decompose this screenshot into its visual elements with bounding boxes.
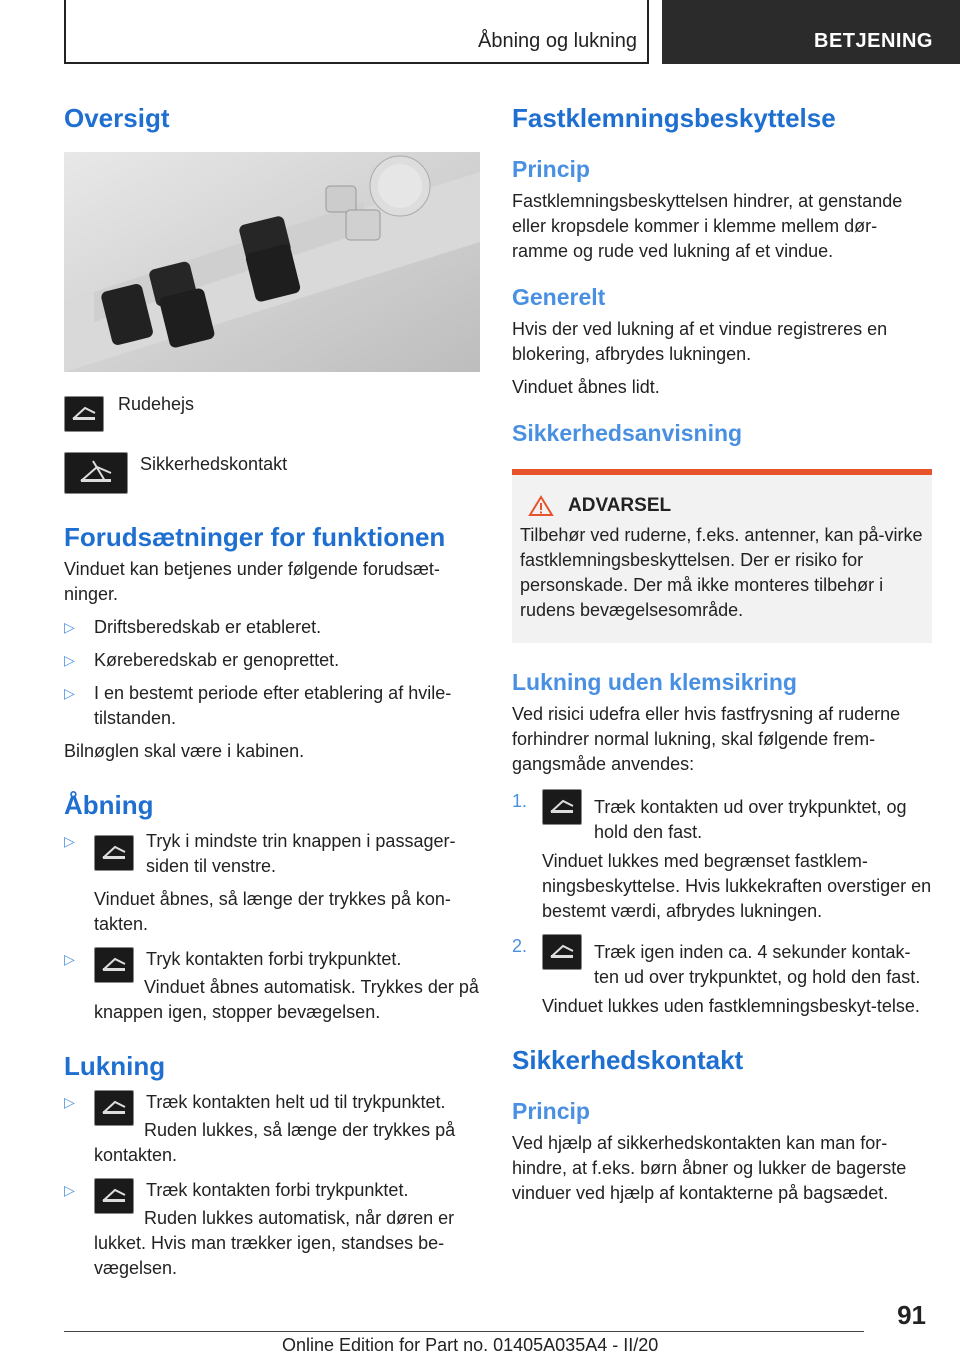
step-subtext: Vinduet lukkes med begrænset fastklem-ningsbeskyttelse. Hvis lukkekraften overstiger en bestemt værdi, afbrydes lukningen. [542,851,932,921]
window-button-icon [94,1090,134,1126]
list-item [64,615,484,640]
paragraph: Ved hjælp af sikkerhedskontakten kan man for-hindre, at f.eks. børn åbner og lukker de bagerste vinduer ved hjælp af kontakterne på bagsædet. [512,1133,907,1203]
safety-switch-icon [64,452,128,494]
window-button-icon [542,934,582,970]
paragraph: Fastklemningsbeskyttelsen hindrer, at genstande eller kropsdele kommer i klemme mellem dør-ramme og rude ved lukning af et vindue. [512,191,903,261]
heading-oversigt: Oversigt [64,103,170,133]
list-item [64,947,484,1025]
heading-lukning: Lukning [64,1051,166,1081]
list-item-subtext: Ruden lukkes automatisk, når døren er lukket. Hvis man trækker igen, standses be-vægelsen. [94,1208,455,1278]
heading-sikkerhedskontakt: Sikkerhedskontakt [512,1045,744,1075]
step-text: Træk igen inden ca. 4 sekunder kontak-ten ud over trykpunktet, og hold den fast. [594,942,921,987]
list-item-text: Tryk kontakten forbi trykpunktet. [146,949,402,969]
footer-edition: Online Edition for Part no. 01405A035A4 - II/20 [282,1335,659,1355]
list-item [64,681,484,731]
heading-forudsaetninger: Forudsætninger for funktionen [64,522,446,552]
heading-princip: Princip [512,156,590,182]
window-button-icon [542,789,582,825]
legend-label: Rudehejs [118,394,195,414]
triangle-bullet-icon: ▷ [64,652,75,668]
window-button-icon [94,1178,134,1214]
warning-triangle-icon [528,495,554,517]
triangle-bullet-icon: ▷ [64,1094,75,1110]
legend-label: Sikkerhedskontakt [140,454,288,474]
paragraph: Vinduet åbnes lidt. [512,377,660,397]
heading-princip-2: Princip [512,1098,590,1124]
triangle-bullet-icon: ▷ [64,951,75,967]
heading-lukning-uden: Lukning uden klemsikring [512,669,797,695]
list-item [64,829,484,937]
window-switch-photo-icon [64,152,480,372]
footer-divider [64,1331,864,1332]
warning-box [512,469,932,643]
paragraph: Bilnøglen skal være i kabinen. [64,741,305,761]
step-text: Træk kontakten ud over trykpunktet, og hold den fast. [594,797,907,842]
paragraph: Hvis der ved lukning af et vindue registreres en blokering, afbrydes lukningen. [512,319,888,364]
heading-fastklemning: Fastklemningsbeskyttelse [512,103,836,133]
paragraph: Ved risici udefra eller hvis fastfrysning af ruderne forhindrer normal lukning, skal følgende frem-gangsmåde anvendes: [512,704,901,774]
step-number: 1. [512,791,528,811]
triangle-bullet-icon: ▷ [64,685,75,701]
right-column [512,100,932,1206]
step-number: 2. [512,936,528,956]
warning-text: Tilbehør ved ruderne, f.eks. antenner, kan på-virke fastklemningsbeskyttelsen. Der er risiko for personskade. Der må ikke monteres tilbehør i rudens bevægelsesområde. [520,525,923,620]
list-item-subtext: Vinduet åbnes, så længe der trykkes på kon-takten. [94,889,451,934]
list-item-text: I en bestemt periode efter etablering af hvile-tilstanden. [94,683,452,728]
triangle-bullet-icon: ▷ [64,833,75,849]
triangle-bullet-icon: ▷ [64,1182,75,1198]
list-item-text: Træk kontakten helt ud til trykpunktet. [146,1092,446,1112]
legend-item [64,392,484,432]
left-column [64,100,484,1281]
warning-header [528,495,924,517]
paragraph: Vinduet kan betjenes under følgende forudsæt-ninger. [64,559,440,604]
heading-sikkerhedsanvisning: Sikkerhedsanvisning [512,420,743,446]
legend-item [64,452,484,494]
list-item-text: Træk kontakten forbi trykpunktet. [146,1180,409,1200]
window-button-icon [64,396,104,432]
page-number: 91 [897,1300,926,1330]
list-item [64,1090,484,1168]
list-item-subtext: Ruden lukkes, så længe der trykkes på kontakten. [94,1120,456,1165]
list-item-text: Tryk i mindste trin knappen i passager-siden til venstre. [146,831,456,876]
chapter-label: BETJENING [814,30,933,52]
list-item [64,648,484,673]
window-button-icon [94,835,134,871]
step-subtext: Vinduet lukkes uden fastklemningsbeskyt-telse. [542,996,920,1016]
list-item [512,934,932,1019]
window-button-icon [94,947,134,983]
list-item [64,1178,484,1281]
warning-label: ADVARSEL [568,495,672,516]
header-box [64,0,649,64]
list-item-subtext: Vinduet åbnes automatisk. Trykkes der på knappen igen, stopper bevægelsen. [94,977,479,1022]
chapter-tab [662,0,960,64]
list-item-text: Køreberedskab er genoprettet. [94,650,340,670]
list-item-text: Driftsberedskab er etableret. [94,617,322,637]
section-title: Åbning og lukning [477,30,637,52]
heading-aabning: Åbning [64,790,154,820]
list-item [512,789,932,924]
heading-generelt: Generelt [512,284,606,310]
triangle-bullet-icon: ▷ [64,619,75,635]
